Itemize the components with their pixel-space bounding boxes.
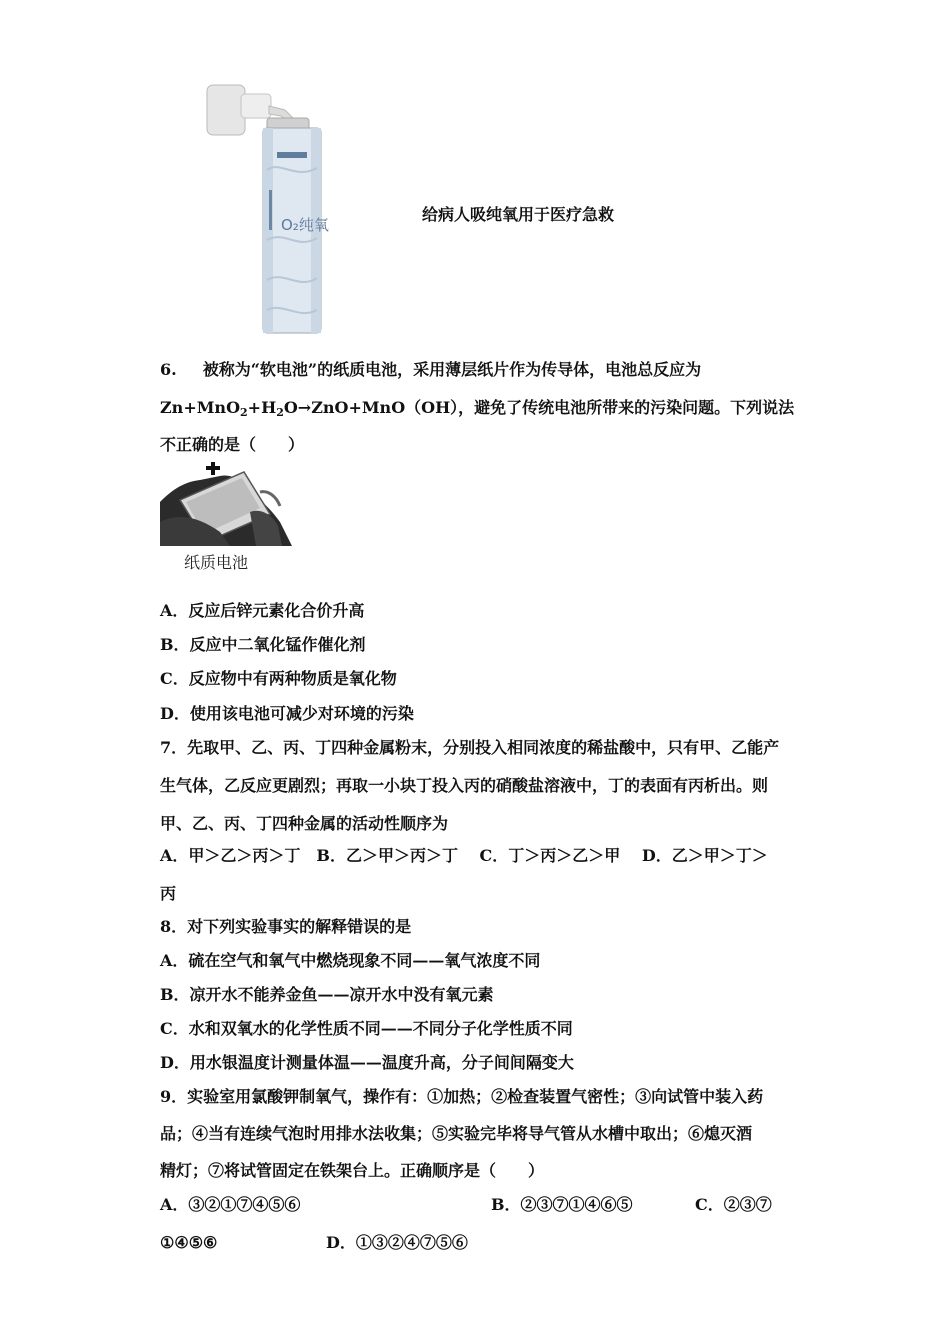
battery-caption: 纸质电池	[184, 553, 249, 572]
q6-equation-line	[160, 398, 794, 423]
q8-option-c: C．水和双氧水的化学性质不同——不同分子化学性质不同	[160, 1019, 573, 1038]
q6-option-a: A．反应后锌元素化合价升高	[160, 601, 365, 620]
q7-options-line1: A．甲＞乙＞丙＞丁 B．乙＞甲＞丙＞丁 C．丁＞丙＞乙＞甲 D．乙＞甲＞丁＞	[160, 846, 768, 865]
q9-option-b: B．②③⑦①④⑥⑤	[491, 1195, 633, 1214]
q6-line3: 不正确的是（ ）	[160, 435, 305, 454]
q6-eq-sub1: 2	[240, 406, 248, 419]
q8-option-a: A．硫在空气和氧气中燃烧现象不同——氧气浓度不同	[160, 951, 541, 970]
oxygen-can-image	[205, 80, 335, 340]
paper-battery-image	[160, 462, 292, 546]
q6-eq-sub2: 2	[276, 406, 284, 419]
q6-eq-part2: +H	[247, 398, 277, 417]
q6-line1	[160, 360, 701, 380]
q9-line1: 9．实验室用氯酸钾制氧气，操作有：①加热；②检查装置气密性；③向试管中装入药	[160, 1087, 764, 1106]
q9-option-c-end: ①④⑤⑥	[160, 1233, 218, 1252]
q9-line2: 品；④当有连续气泡时用排水法收集；⑤实验完毕将导气管从水槽中取出；⑥熄灭酒	[160, 1124, 753, 1143]
q7-options-line2: 丙	[160, 884, 177, 903]
q7-line3: 甲、乙、丙、丁四种金属的活动性顺序为	[160, 814, 449, 833]
q6-option-d: D．使用该电池可减少对环境的污染	[160, 704, 414, 723]
q6-eq-part3: O→ZnO+MnO（OH），避免了传统电池所带来的污染问题。下列说法	[283, 398, 795, 417]
q8-stem: 8．对下列实验事实的解释错误的是	[160, 917, 412, 936]
q9-option-d: D．①③②④⑦⑤⑥	[326, 1233, 468, 1252]
q9-line3: 精灯；⑦将试管固定在铁架台上。正确顺序是（ ）	[160, 1161, 545, 1180]
q8-option-d: D．用水银温度计测量体温——温度升高，分子间间隔变大	[160, 1053, 574, 1072]
q6-number: 6.	[160, 360, 177, 379]
q7-line1: 7．先取甲、乙、丙、丁四种金属粉末，分别投入相同浓度的稀盐酸中，只有甲、乙能产	[160, 738, 780, 757]
q9-option-a: A．③②①⑦④⑤⑥	[160, 1195, 301, 1214]
q6-text-line1: 被称为“软电池”的纸质电池，采用薄层纸片作为传导体，电池总反应为	[202, 360, 702, 379]
q9-option-c-start: C．②③⑦	[695, 1195, 772, 1214]
q6-option-c: C．反应物中有两种物质是氧化物	[160, 669, 397, 688]
figure1-caption: 给病人吸纯氧用于医疗急救	[422, 205, 615, 224]
q6-eq-part1: Zn+MnO	[160, 398, 240, 417]
q6-option-b: B．反应中二氧化锰作催化剂	[160, 635, 366, 654]
q7-line2: 生气体，乙反应更剧烈；再取一小块丁投入丙的硝酸盐溶液中，丁的表面有丙析出。则	[160, 776, 769, 795]
can-label: O₂纯氧	[281, 216, 329, 234]
q8-option-b: B．凉开水不能养金鱼——凉开水中没有氧元素	[160, 985, 494, 1004]
